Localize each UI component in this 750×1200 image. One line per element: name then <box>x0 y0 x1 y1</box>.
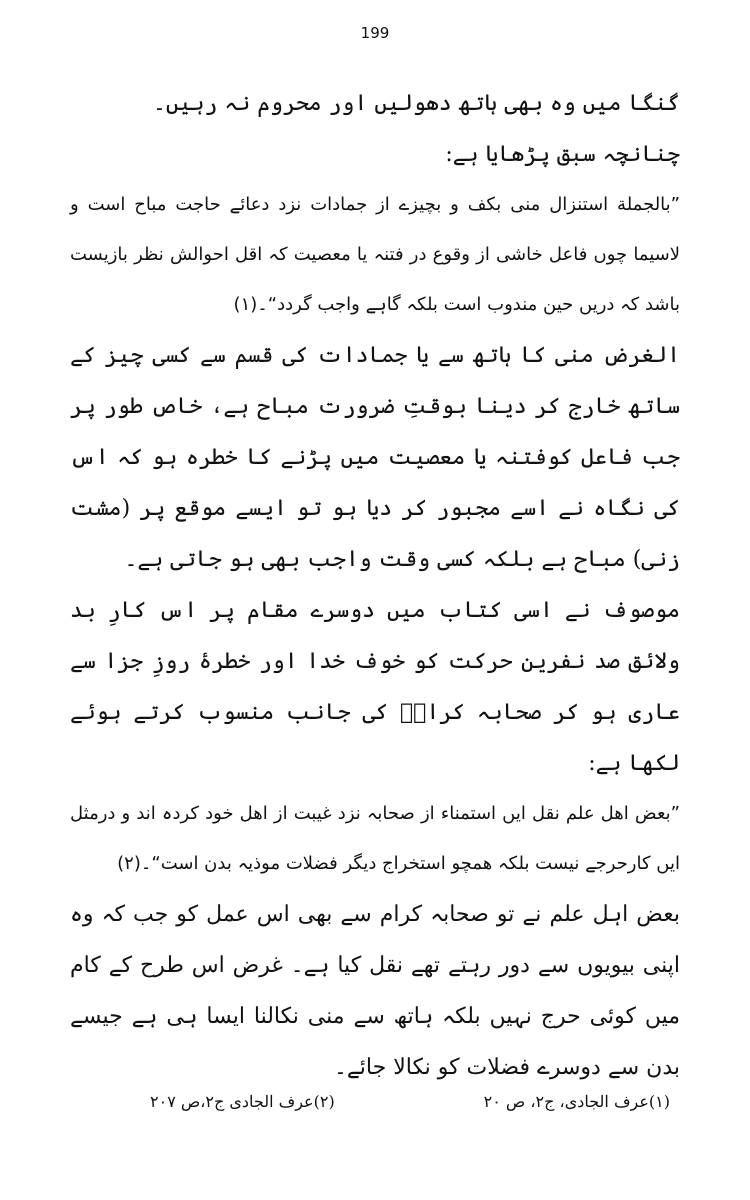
urdu-paragraph-commentary: موصوف نے اسی کتاب میں دوسرے مقام پر اس کارِ بد ولائق صد نفرین حرکت کو خوف خدا اور خطرۂ روزِ جزا سے عاری ہو کر صحابہ کرامؓ کی جانب منسوب کرتے ہوئے لکھا ہے: <box>70 598 680 776</box>
footnote-2: (۲)عرف الجادی ج۲،ص ۲۰۷ <box>150 1092 335 1111</box>
page-number: 199 <box>360 24 390 42</box>
footnote-1: (۱)عرف الجادی، ج۲، ص ۲۰ <box>483 1092 670 1111</box>
page-body <box>70 78 680 1093</box>
footnotes <box>150 1092 670 1111</box>
persian-quote-1: ”بالجملة استنزال منی بکف و بچیزے از جمادات نزد دعائے حاجت مباح است و لاسیما چوں فاعل خاشی از وقوع در فتنہ یا معصیت کہ اقل احوالش نظر بازیست باشد کہ دریں حین مندوب است بلکہ گاہے واجب گردد“۔(۱) <box>70 194 680 315</box>
urdu-paragraph-translation-2: بعض اہل علم نے تو صحابہ کرام سے بھی اس عمل کو جب کہ وہ اپنی بیویوں سے دور رہتے تھے نقل کیا ہے۔ غرض اس طرح کے کام میں کوئی حرج نہیں بلکہ ہاتھ سے منی نکالنا ایسا ہی ہے جیسے بدن سے دوسرے فضلات کو نکالا جائے۔ <box>70 902 680 1080</box>
urdu-paragraph-intro: گنگا میں وہ بھی ہاتھ دھولیں اور محروم نہ رہیں۔ چنانچہ سبق پڑھایا ہے: <box>152 91 680 167</box>
persian-quote-2: ”بعض اھل علم نقل ایں استمناء از صحابہ نزد غیبت از اھل خود کردہ اند و درمثل ایں کارحرجے نیست بلکہ ھمچو استخراج دیگر فضلات موذیہ بدن است“۔(۲) <box>70 803 680 874</box>
urdu-paragraph-translation-1: الغرض منی کا ہاتھ سے یا جمادات کی قسم سے کسی چیز کے ساتھ خارج کر دینا بوقتِ ضرورت مباح ہے، خاص طور پر جب فاعل کوفتنہ یا معصیت میں پڑنے کا خطرہ ہو کہ اس کی نگاہ نے اسے مجبور کر دیا ہو تو ایسے موقع پر (مشت زنی) مباح ہے بلکہ کسی وقت واجب بھی ہو جاتی ہے۔ <box>70 343 680 572</box>
